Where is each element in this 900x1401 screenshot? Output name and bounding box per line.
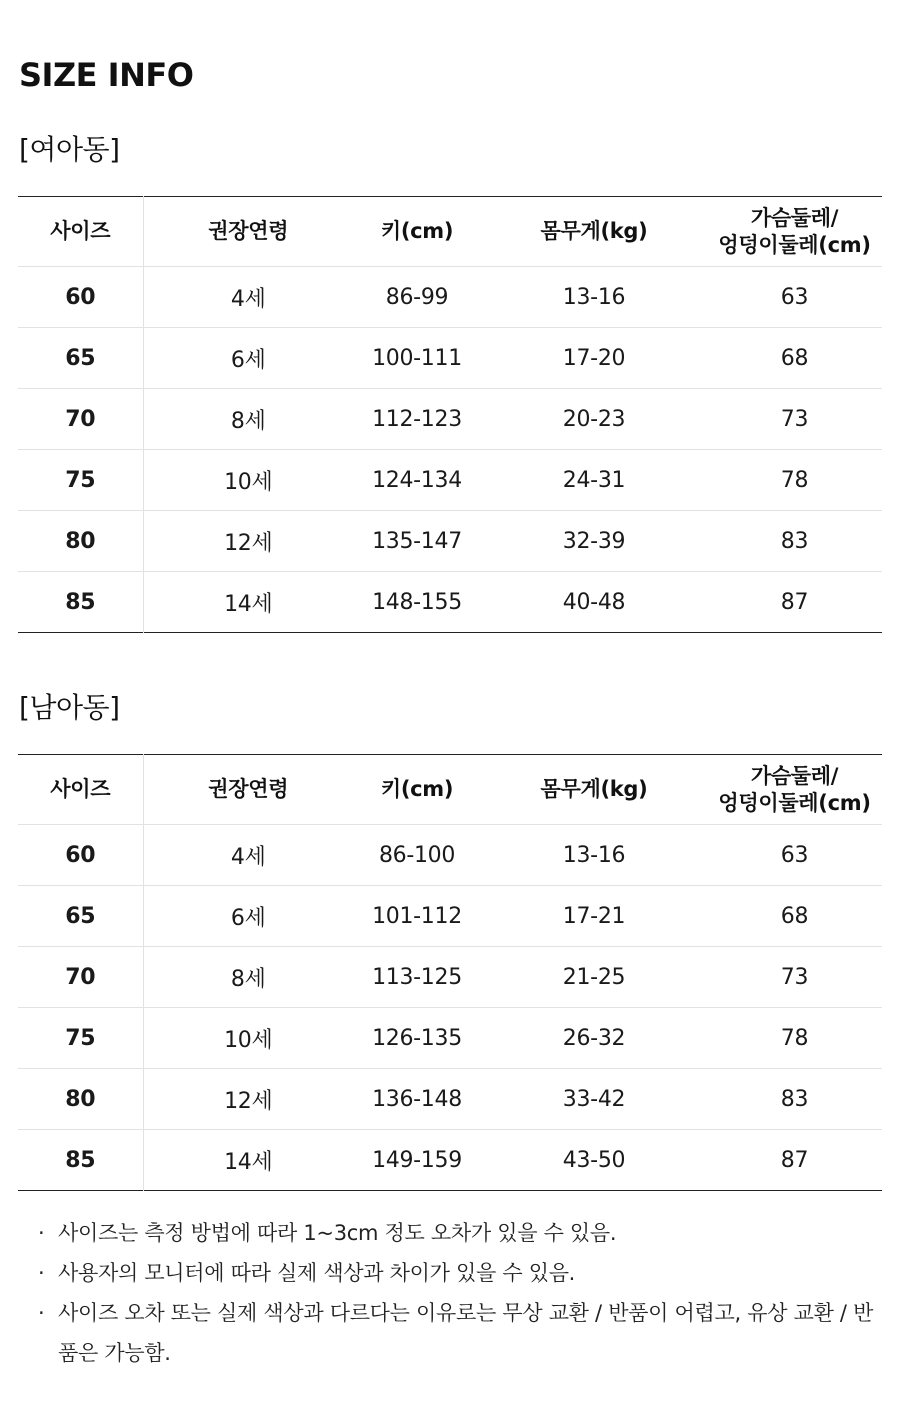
cell-age: 14세 bbox=[224, 1149, 273, 1175]
cell-chest: 73 bbox=[707, 389, 882, 450]
cell-weight: 20-23 bbox=[481, 389, 707, 450]
notes-list bbox=[38, 1213, 878, 1373]
header-chest-line2: 엉덩이둘레(cm) bbox=[718, 232, 871, 257]
cell-age: 10세 bbox=[143, 1008, 353, 1069]
cell-weight: 26-32 bbox=[481, 1008, 707, 1069]
table-header-row bbox=[18, 755, 882, 825]
cell-size: 80 bbox=[18, 511, 143, 572]
table-row bbox=[18, 1130, 882, 1191]
header-height: 키(cm) bbox=[353, 755, 481, 825]
cell-chest: 78 bbox=[707, 450, 882, 511]
header-chest-line1: 가슴둘레/ bbox=[750, 763, 839, 788]
cell-weight: 24-31 bbox=[481, 450, 707, 511]
cell-height: 112-123 bbox=[353, 389, 481, 450]
cell-size: 70 bbox=[18, 389, 143, 450]
cell-chest: 68 bbox=[707, 886, 882, 947]
note-item bbox=[38, 1293, 878, 1373]
cell-weight: 17-21 bbox=[481, 886, 707, 947]
page-title: SIZE INFO bbox=[19, 56, 194, 94]
cell-size: 60 bbox=[18, 825, 143, 886]
cell-size: 85 bbox=[18, 572, 143, 633]
table-row bbox=[18, 511, 882, 572]
bullet-dot-icon: · bbox=[38, 1301, 45, 1325]
table-row bbox=[18, 450, 882, 511]
cell-height: 86-100 bbox=[353, 825, 481, 886]
cell-chest: 87 bbox=[780, 589, 809, 615]
cell-chest: 63 bbox=[707, 825, 882, 886]
cell-weight: 17-20 bbox=[481, 328, 707, 389]
cell-height: 126-135 bbox=[353, 1008, 481, 1069]
cell-height: 101-112 bbox=[353, 886, 481, 947]
cell-height: 148-155 bbox=[372, 589, 462, 615]
table-row bbox=[18, 1069, 882, 1130]
cell-chest: 78 bbox=[707, 1008, 882, 1069]
header-age: 권장연령 bbox=[143, 197, 353, 267]
note-text: 사이즈 오차 또는 실제 색상과 다르다는 이유로는 무상 교환 / 반품이 어렵고, 유상 교환 / 반품은 가능함. bbox=[58, 1301, 874, 1365]
cell-weight: 21-25 bbox=[481, 947, 707, 1008]
cell-chest: 63 bbox=[707, 267, 882, 328]
cell-chest: 73 bbox=[707, 947, 882, 1008]
cell-age: 6세 bbox=[143, 886, 353, 947]
cell-age: 10세 bbox=[143, 450, 353, 511]
cell-height: 136-148 bbox=[353, 1069, 481, 1130]
cell-age: 12세 bbox=[143, 511, 353, 572]
cell-size: 65 bbox=[18, 328, 143, 389]
cell-size: 80 bbox=[18, 1069, 143, 1130]
cell-age: 6세 bbox=[143, 328, 353, 389]
table-row bbox=[18, 1008, 882, 1069]
cell-size: 60 bbox=[18, 267, 143, 328]
bullet-dot-icon: · bbox=[38, 1261, 45, 1285]
cell-age: 4세 bbox=[143, 267, 353, 328]
cell-weight: 13-16 bbox=[481, 267, 707, 328]
note-text: 사이즈는 측정 방법에 따라 1~3cm 정도 오차가 있을 수 있음. bbox=[58, 1221, 617, 1245]
cell-size: 65 bbox=[18, 886, 143, 947]
cell-size: 85 bbox=[18, 1130, 143, 1191]
girls-size-table bbox=[18, 196, 882, 633]
header-weight: 몸무게(kg) bbox=[481, 755, 707, 825]
header-size: 사이즈 bbox=[18, 197, 143, 267]
cell-height: 86-99 bbox=[353, 267, 481, 328]
cell-weight: 40-48 bbox=[562, 589, 626, 615]
table-row bbox=[18, 328, 882, 389]
cell-size: 75 bbox=[18, 450, 143, 511]
table-row bbox=[18, 947, 882, 1008]
cell-age: 12세 bbox=[143, 1069, 353, 1130]
cell-weight: 13-16 bbox=[481, 825, 707, 886]
note-item bbox=[38, 1213, 878, 1253]
note-text: 사용자의 모니터에 따라 실제 색상과 차이가 있을 수 있음. bbox=[58, 1261, 576, 1285]
header-age: 권장연령 bbox=[143, 755, 353, 825]
bullet-dot-icon: · bbox=[38, 1221, 45, 1245]
cell-chest: 83 bbox=[707, 511, 882, 572]
cell-age: 4세 bbox=[143, 825, 353, 886]
table-row bbox=[18, 389, 882, 450]
boys-size-table bbox=[18, 754, 882, 1191]
cell-size: 75 bbox=[18, 1008, 143, 1069]
cell-height: 149-159 bbox=[372, 1147, 462, 1173]
header-chest-hip bbox=[707, 197, 882, 267]
cell-height: 124-134 bbox=[353, 450, 481, 511]
girls-section-title: [여아동] bbox=[19, 133, 120, 166]
cell-height: 135-147 bbox=[353, 511, 481, 572]
cell-size: 70 bbox=[18, 947, 143, 1008]
cell-chest: 68 bbox=[707, 328, 882, 389]
cell-age: 14세 bbox=[224, 591, 273, 617]
cell-weight: 43-50 bbox=[562, 1147, 626, 1173]
header-height: 키(cm) bbox=[353, 197, 481, 267]
header-weight: 몸무게(kg) bbox=[481, 197, 707, 267]
header-chest-hip bbox=[707, 755, 882, 825]
cell-age: 8세 bbox=[143, 389, 353, 450]
table-row bbox=[18, 886, 882, 947]
cell-height: 113-125 bbox=[353, 947, 481, 1008]
note-item bbox=[38, 1253, 878, 1293]
cell-chest: 87 bbox=[780, 1147, 809, 1173]
cell-weight: 32-39 bbox=[481, 511, 707, 572]
cell-weight: 33-42 bbox=[481, 1069, 707, 1130]
table-row bbox=[18, 825, 882, 886]
table-header-row bbox=[18, 197, 882, 267]
cell-height: 100-111 bbox=[353, 328, 481, 389]
header-chest-line2: 엉덩이둘레(cm) bbox=[718, 790, 871, 815]
table-row bbox=[18, 572, 882, 633]
cell-chest: 83 bbox=[707, 1069, 882, 1130]
cell-age: 8세 bbox=[143, 947, 353, 1008]
header-size: 사이즈 bbox=[18, 755, 143, 825]
boys-section-title: [남아동] bbox=[19, 691, 120, 724]
header-chest-line1: 가슴둘레/ bbox=[750, 205, 839, 230]
table-row bbox=[18, 267, 882, 328]
